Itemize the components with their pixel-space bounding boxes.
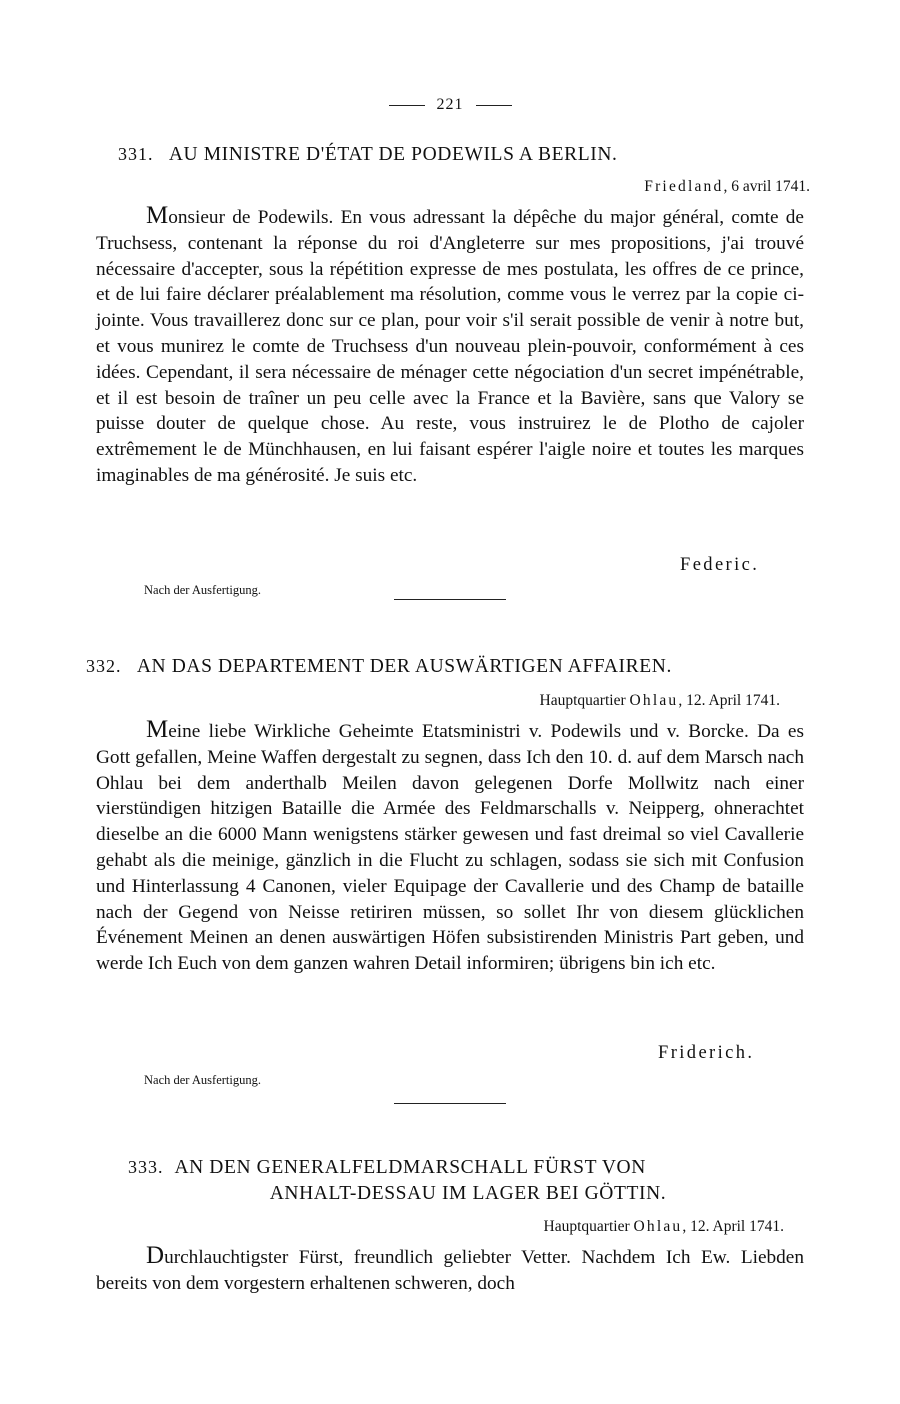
letter-332-signature: Friderich. xyxy=(658,1043,755,1063)
page-number xyxy=(96,96,804,114)
letter-332-place-date xyxy=(540,692,780,710)
letter-331-place-date xyxy=(644,178,810,196)
separator-rule xyxy=(394,599,506,600)
letter-333-place-date xyxy=(544,1218,784,1236)
letter-title: AN DAS DEPARTEMENT DER AUSWÄRTIGEN AFFAIREN. xyxy=(136,656,672,677)
letter-text: urchlauchtigster Fürst, freundlich geliebter Vetter. Nachdem Ich Ew. Liebden bereits von dem vorgestern erhaltenen schweren, doch xyxy=(96,1247,804,1294)
letter-332-body xyxy=(96,717,804,977)
letter-332-source-note: Nach der Ausfertigung. xyxy=(144,1073,261,1087)
letter-date: , 12. April 1741. xyxy=(678,692,780,709)
letter-332-heading xyxy=(86,653,794,680)
letter-number: 332. xyxy=(86,656,122,676)
heading-line-1 xyxy=(128,1154,788,1181)
place-name: Friedland xyxy=(644,178,724,195)
letter-number: 333. xyxy=(128,1157,164,1177)
page-number-rule-right xyxy=(476,105,512,106)
letter-333-body xyxy=(96,1243,804,1297)
initial-letter: M xyxy=(146,202,169,229)
letter-331-source-note: Nach der Ausfertigung. xyxy=(144,583,261,597)
initial-letter: D xyxy=(146,1242,165,1269)
letter-number: 331. xyxy=(118,144,154,164)
letter-331-heading xyxy=(118,141,826,168)
initial-letter: M xyxy=(146,716,169,743)
separator-rule xyxy=(394,1103,506,1104)
place-name: Ohlau xyxy=(633,1218,683,1235)
letter-text: onsieur de Podewils. En vous adressant la dépêche du major général, comte de Truchsess, contenant la réponse du roi d'Angleterre sur mes propositions, j'ai trouvé nécessaire d'accepter, sous la répétition expresse de mes postulata, les offres de ce prince, et de lui faire déclarer préalablement ma résolution, comme vous le verrez par la copie ci-jointe. Vous travaillerez donc sur ce plan, pour voir s'il serait possible de venir à notre but, et vous munirez le comte de Truchsess d'un nouveau plein-pouvoir, conformément à ces idées. Cependant, il sera nécessaire de ménager cette négociation d'un secret impénétrable, et il est besoin de traîner un peu celle avec la France et la Bavière, sans que Valory se puisse douter de quelque chose. Au reste, vous instruirez le de Plotho de cajoler extrêmement le de Münchhausen, en lui faisant espérer l'aigle noire et toutes les marques imaginables de ma générosité. Je suis etc. xyxy=(96,207,804,486)
heading-line-2: ANHALT-DESSAU IM LAGER BEI GÖTTIN. xyxy=(269,1183,667,1204)
place-prefix: Hauptquartier xyxy=(543,1218,634,1235)
letter-title-line-1: AN DEN GENERALFELDMARSCHALL FÜRST VON xyxy=(174,1157,646,1178)
place-prefix: Hauptquartier xyxy=(539,692,630,709)
page-number-rule-left xyxy=(389,105,425,106)
letter-text: eine liebe Wirkliche Geheimte Etatsministri v. Podewils und v. Borcke. Da es Gott gefallen, Meine Waffen dergestalt zu segnen, dass Ich den 10. d. auf dem Marsch nach Ohlau bei dem anderthalb Meilen davon gelegenen Dorfe Mollwitz nach einer vierstündigen hitzigen Bataille die Armée des Feldmarschalls v. Neipperg, ohnerachtet dieselbe an die 6000 Mann wenigstens stärker gewesen und fast dreimal so viel Cavallerie gehabt als die meinige, gänzlich in die Flucht zu schlagen, sodass sie sich mit Confusion und Hinterlassung 4 Canonen, vieler Equipage der Cavallerie und des Champ de bataille nach der Gegend von Neisse retiriren müssen, so sollet Ihr von diesem glücklichen Événement Meinen an denen auswärtigen Höfen subsistirenden Ministris Part geben, und werde Ich Euch von dem ganzen wahren Detail informiren; übrigens bin ich etc. xyxy=(96,721,804,975)
letter-title: AU MINISTRE D'ÉTAT DE PODEWILS A BERLIN. xyxy=(168,144,618,165)
letter-331-body xyxy=(96,203,804,489)
letter-date: , 12. April 1741. xyxy=(682,1218,784,1235)
letter-333-heading xyxy=(128,1154,788,1207)
place-name: Ohlau xyxy=(629,692,679,709)
letter-331-signature: Federic. xyxy=(680,555,760,575)
letter-date: , 6 avril 1741. xyxy=(723,178,810,195)
page-number-text: 221 xyxy=(436,96,464,113)
